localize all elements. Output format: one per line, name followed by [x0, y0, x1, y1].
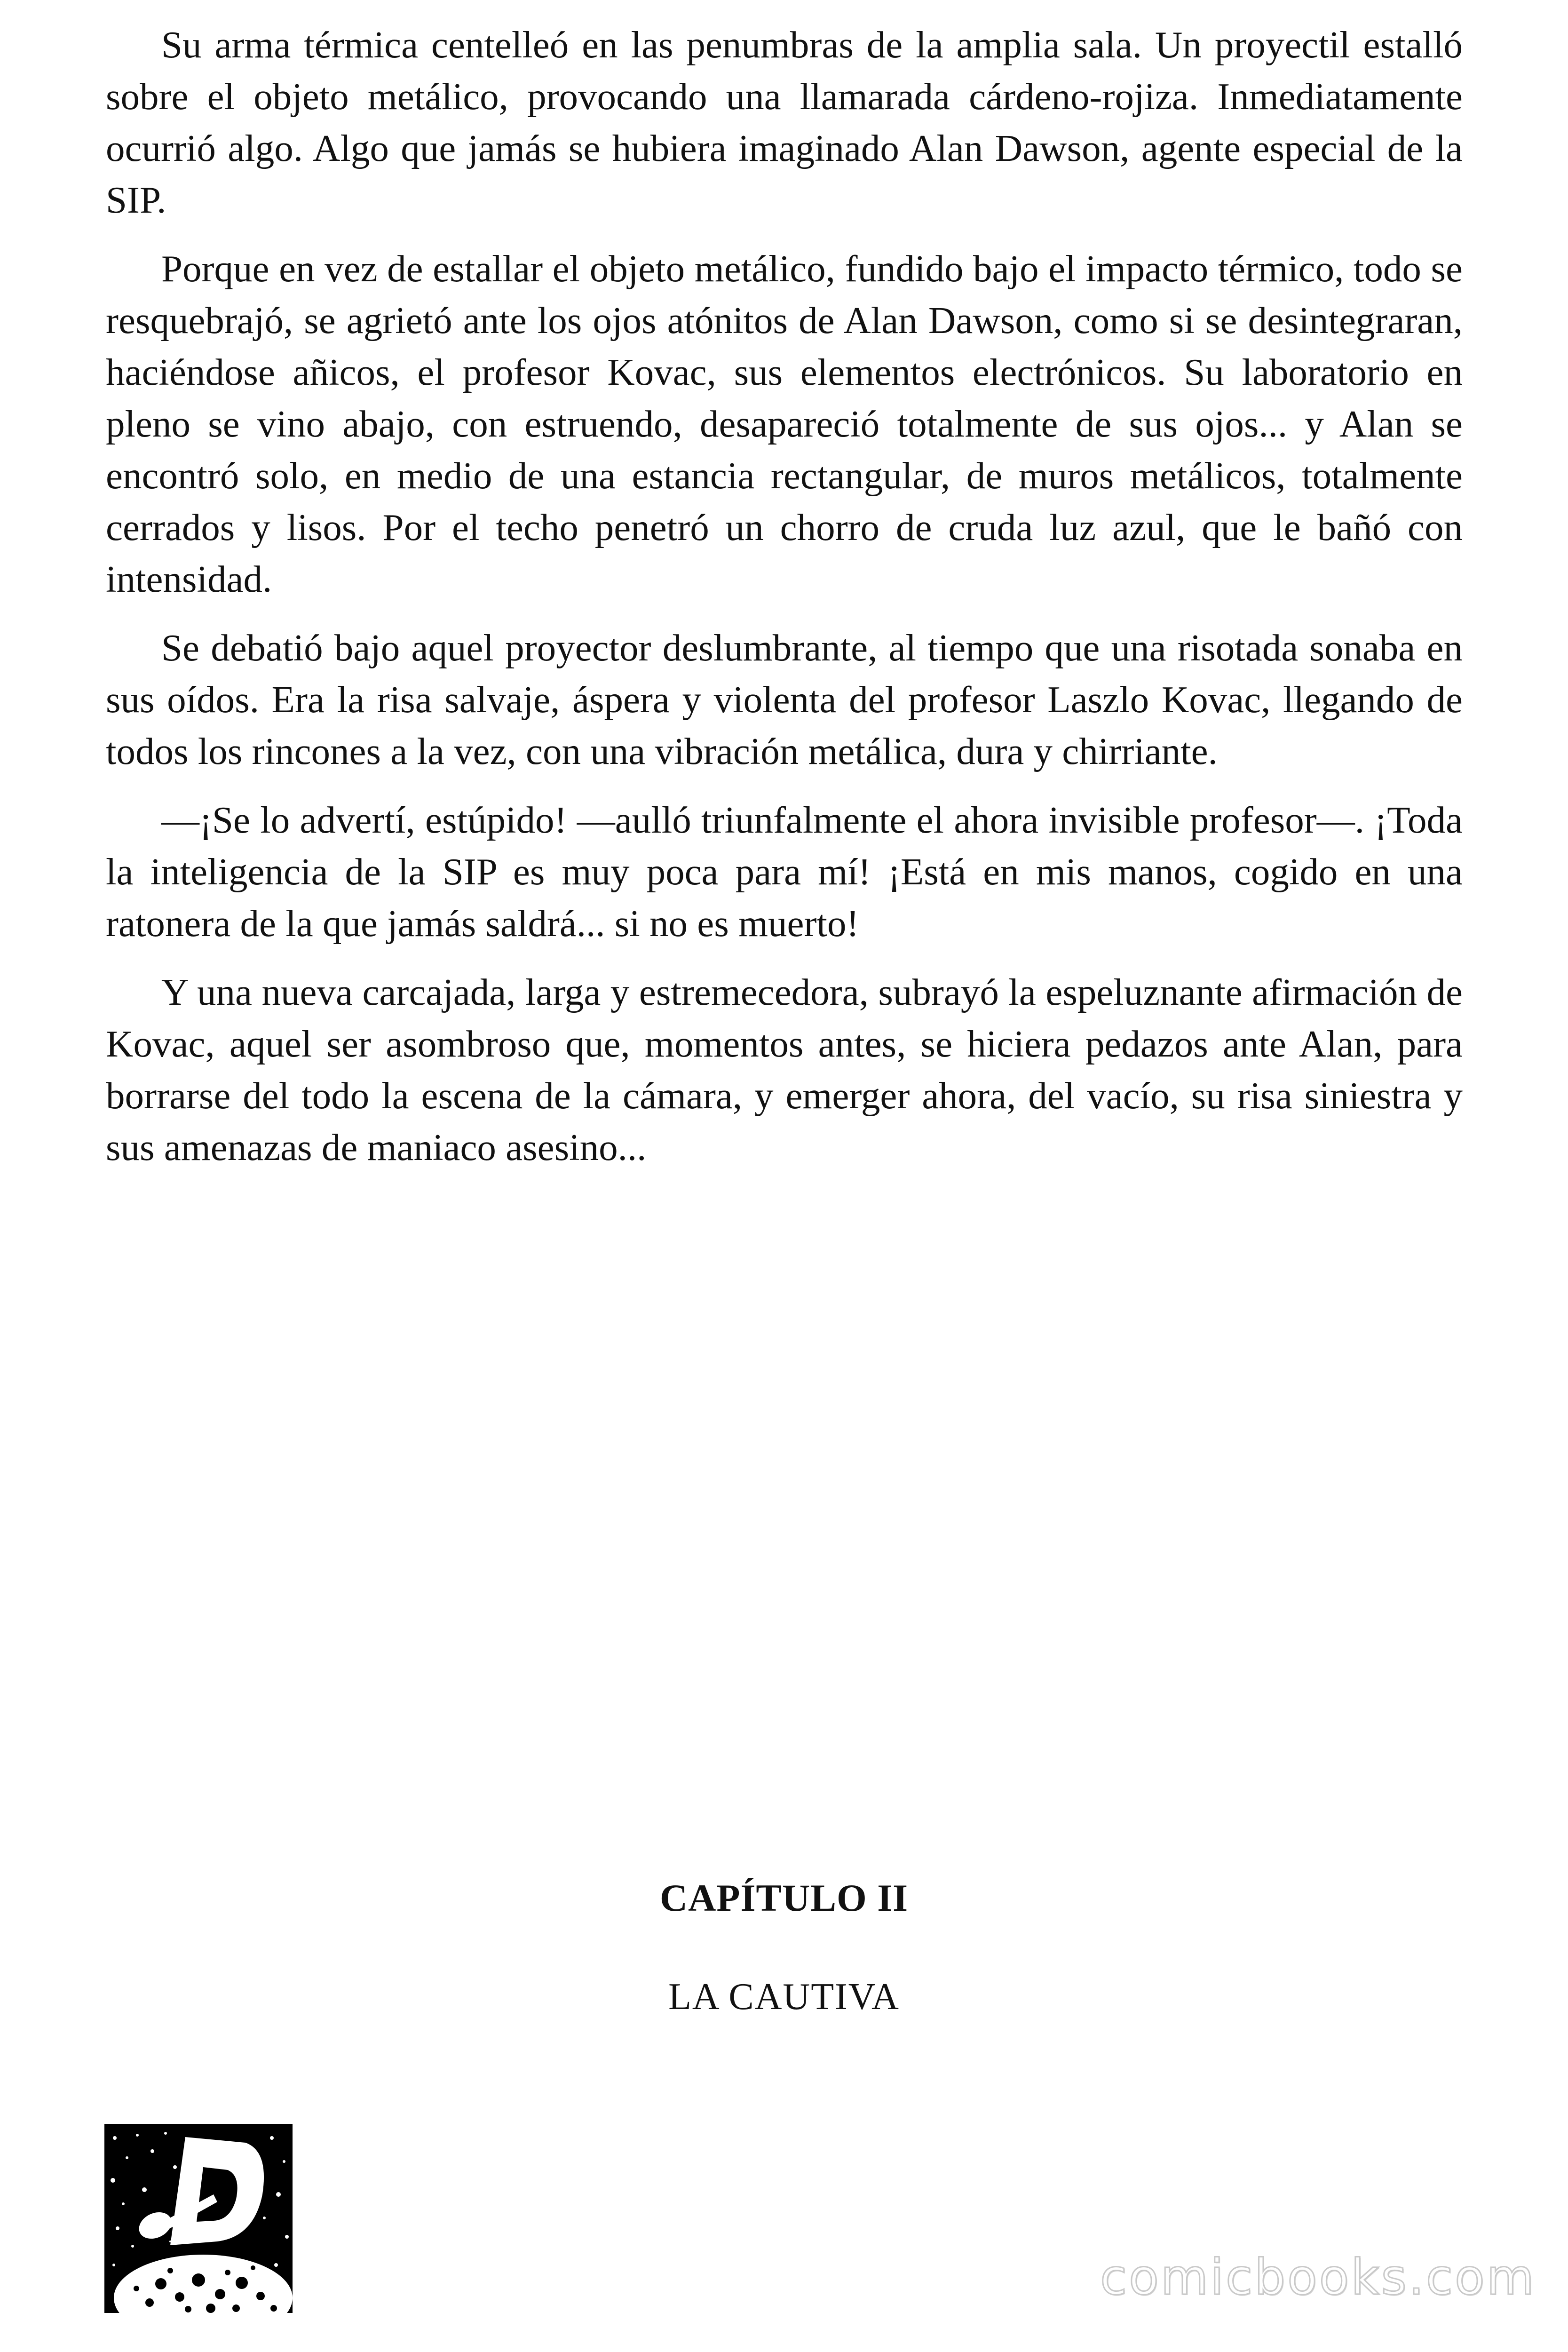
- chapter-subtitle: LA CAUTIVA: [668, 1976, 900, 2018]
- paragraph-5: Y una nueva carcajada, larga y estremecedora, subrayó la espeluznante afirmación de Kovac, aquel ser asombroso que, momentos antes, se hiciera pedazos ante Alan, para borrarse del todo la escena de la cámara, y emerger ahora, del vacío, su risa siniestra y sus amenazas de maniaco asesino...: [106, 971, 1463, 1168]
- paragraph-4: —¡Se lo advertí, estúpido! —aulló triunfalmente el ahora invisible profesor—. ¡Toda la inteligencia de la SIP es muy poca para mí! ¡Está en mis manos, cogido en una ratonera de la que jamás saldrá... si no es muerto!: [106, 799, 1463, 945]
- publisher-d-logo-icon: [104, 2124, 293, 2313]
- paragraph-2: Porque en vez de estallar el objeto metálico, fundido bajo el impacto térmico, todo se resquebrajó, se agrietó ante los ojos atónitos de Alan Dawson, como si se desintegraran, haciéndose añicos, el profesor Kovac, sus elementos electrónicos. Su laboratorio en pleno se vino abajo, con estruendo, desapareció totalmente de sus ojos... y Alan se encontró solo, en medio de una estancia rectangular, de muros metálicos, totalmente cerrados y lisos. Por el techo penetró un chorro de cruda luz azul, que le bañó con intensidad.: [106, 247, 1463, 600]
- page-body: [106, 19, 1463, 1190]
- chapter-title: CAPÍTULO II: [659, 1876, 909, 1919]
- watermark-text: comicbooks.com: [1100, 2249, 1536, 2306]
- paragraph-1: Su arma térmica centelleó en las penumbras de la amplia sala. Un proyectil estalló sobre el objeto metálico, provocando una llamarada cárdeno-rojiza. Inmediatamente ocurrió algo. Algo que jamás se hubiera imaginado Alan Dawson, agente especial de la SIP.: [106, 24, 1463, 221]
- paragraph-3: Se debatió bajo aquel proyector deslumbrante, al tiempo que una risotada sonaba en sus oídos. Era la risa salvaje, áspera y violenta del profesor Laszlo Kovac, llegando de todos los rincones a la vez, con una vibración metálica, dura y chirriante.: [106, 627, 1463, 772]
